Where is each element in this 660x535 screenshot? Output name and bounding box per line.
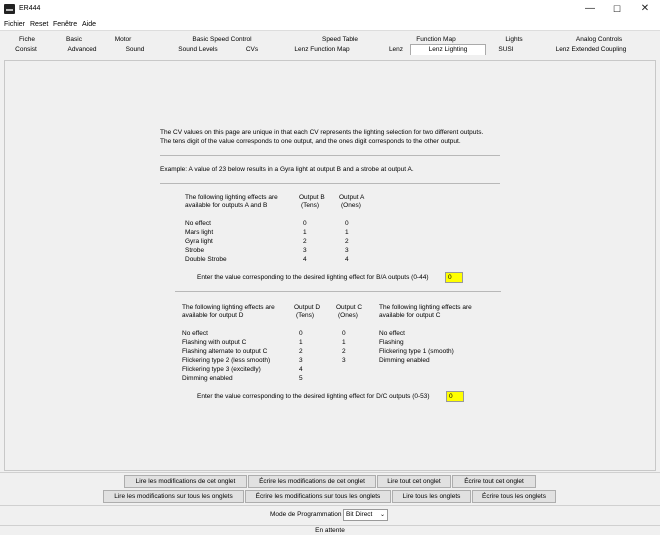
window-title: ER444 <box>19 5 41 12</box>
dc-right-desc-2: available for output C <box>379 312 441 319</box>
dc-row-c: 3 <box>342 357 346 364</box>
tab-row-2 <box>0 45 660 55</box>
dc-row-label: No effect <box>182 330 208 337</box>
write-all-tabs-changes-button[interactable]: Écrire les modifications sur tous les onglets <box>245 490 391 503</box>
dc-row-d: 4 <box>299 366 303 373</box>
ab-row-label: Mars light <box>185 229 214 236</box>
prog-mode-separator <box>0 505 660 506</box>
ab-row-a: 1 <box>345 229 349 236</box>
title-bar <box>0 0 660 18</box>
read-all-tabs-changes-button[interactable]: Lire les modifications sur tous les onglets <box>103 490 244 503</box>
ab-row-b: 1 <box>303 229 307 236</box>
ab-row-a: 3 <box>345 247 349 254</box>
dc-right-row: Flashing <box>379 339 404 346</box>
tab-speed-table[interactable]: Speed Table <box>321 36 359 43</box>
ab-row-a: 0 <box>345 220 349 227</box>
dc-value-input[interactable]: 0 <box>446 391 464 402</box>
ab-col-b-sub: (Tens) <box>301 202 320 209</box>
ab-desc-1: The following lighting effects are <box>185 194 278 201</box>
tab-susi[interactable]: SUSI <box>498 46 514 53</box>
menu-fenetre[interactable]: Fenêtre <box>53 21 78 28</box>
ab-row-label: Gyra light <box>185 238 213 245</box>
tab-basic-speed-control[interactable]: Basic Speed Control <box>192 36 252 43</box>
dc-right-row: Flickering type 1 (smooth) <box>379 348 454 355</box>
dc-row-d: 2 <box>299 348 303 355</box>
dc-row-label: Flashing alternate to output C <box>182 348 268 355</box>
ab-col-a-header: Output A <box>339 194 365 201</box>
divider-2 <box>160 183 500 184</box>
read-tab-changes-button[interactable]: Lire les modifications de cet onglet <box>124 475 247 488</box>
ab-desc-2: available for outputs A and B <box>185 202 268 209</box>
dc-right-row: Dimming enabled <box>379 357 430 364</box>
tab-advanced[interactable]: Advanced <box>67 46 97 53</box>
tab-sound-levels[interactable]: Sound Levels <box>178 46 218 53</box>
tab-sound[interactable]: Sound <box>125 46 145 53</box>
ab-row-label: Double Strobe <box>185 256 227 263</box>
tab-lenz[interactable]: Lenz <box>388 46 404 53</box>
app-icon <box>4 4 15 14</box>
menu-aide[interactable]: Aide <box>82 21 97 28</box>
dc-desc-1: The following lighting effects are <box>182 304 275 311</box>
intro-line-1: The CV values on this page are unique in that each CV represents the lighting selection for two different outputs. <box>160 129 484 136</box>
dc-row-label: Flashing with output C <box>182 339 247 346</box>
ba-value-input[interactable]: 0 <box>445 272 463 283</box>
ab-row-label: No effect <box>185 220 211 227</box>
tab-basic[interactable]: Basic <box>66 36 82 43</box>
tab-lenz-extended-coupling[interactable]: Lenz Extended Coupling <box>555 46 627 53</box>
dc-row-label: Flickering type 2 (less smooth) <box>182 357 271 364</box>
dc-row-d: 5 <box>299 375 303 382</box>
tab-motor[interactable]: Motor <box>114 36 132 43</box>
ab-col-a-sub: (Ones) <box>341 202 361 209</box>
dc-row-label: Flickering type 3 (excitedly) <box>182 366 261 373</box>
tab-lights[interactable]: Lights <box>505 36 523 43</box>
dc-row-c: 2 <box>342 348 346 355</box>
read-all-tabs-button[interactable]: Lire tous les onglets <box>392 490 471 503</box>
dc-prompt: Enter the value corresponding to the desired lighting effect for D/C outputs (0-53) <box>197 393 430 400</box>
ab-row-label: Strobe <box>185 247 205 254</box>
minimize-icon[interactable]: — <box>585 3 595 14</box>
dc-row-d: 1 <box>299 339 303 346</box>
dc-row-c: 1 <box>342 339 346 346</box>
tab-analog-controls[interactable]: Analog Controls <box>575 36 623 43</box>
dc-col-d-header: Output D <box>294 304 321 311</box>
lenz-lighting-panel <box>4 60 656 471</box>
divider-1 <box>160 155 500 156</box>
tab-cvs[interactable]: CVs <box>245 46 259 53</box>
button-area-separator <box>0 472 660 473</box>
dc-col-c-header: Output C <box>336 304 363 311</box>
intro-line-2: The tens digit of the value corresponds to one output, and the ones digit corresponds to the other output. <box>160 138 461 145</box>
prog-mode-select[interactable] <box>343 509 388 521</box>
ab-row-a: 4 <box>345 256 349 263</box>
ab-prompt: Enter the value corresponding to the desired lighting effect for B/A outputs (0-44) <box>197 274 429 281</box>
ab-row-a: 2 <box>345 238 349 245</box>
menu-bar <box>0 18 660 31</box>
dc-col-d-sub: (Tens) <box>296 312 315 319</box>
ab-row-b: 3 <box>303 247 307 254</box>
status-bar: En attente <box>0 525 660 535</box>
tab-fiche[interactable]: Fiche <box>19 36 35 43</box>
dc-row-d: 3 <box>299 357 303 364</box>
dc-desc-2: available for output D <box>182 312 244 319</box>
ab-row-b: 0 <box>303 220 307 227</box>
menu-reset[interactable]: Reset <box>30 21 49 28</box>
dc-right-desc-1: The following lighting effects are <box>379 304 472 311</box>
prog-mode-value: Bit Direct <box>346 511 373 518</box>
tab-function-map[interactable]: Function Map <box>416 36 456 43</box>
tab-lenz-lighting[interactable]: Lenz Lighting <box>410 44 486 55</box>
maximize-icon[interactable]: ☐ <box>612 4 622 14</box>
chevron-down-icon: ⌄ <box>379 512 385 518</box>
dc-right-row: No effect <box>379 330 405 337</box>
dc-row-label: Dimming enabled <box>182 375 233 382</box>
close-icon[interactable]: ✕ <box>640 3 650 14</box>
dc-col-c-sub: (Ones) <box>338 312 358 319</box>
dc-row-c: 0 <box>342 330 346 337</box>
write-all-tabs-button[interactable]: Écrire tous les onglets <box>472 490 556 503</box>
tab-consist[interactable]: Consist <box>15 46 37 53</box>
write-tab-all-button[interactable]: Écrire tout cet onglet <box>452 475 536 488</box>
ab-row-b: 2 <box>303 238 307 245</box>
tab-row-1 <box>0 35 660 45</box>
prog-mode-label: Mode de Programmation <box>270 511 342 518</box>
dc-row-d: 0 <box>299 330 303 337</box>
tab-lenz-function-map[interactable]: Lenz Function Map <box>294 46 350 53</box>
ab-row-b: 4 <box>303 256 307 263</box>
write-tab-changes-button[interactable]: Écrire les modifications de cet onglet <box>248 475 376 488</box>
ab-col-b-header: Output B <box>299 194 325 201</box>
example-text: Example: A value of 23 below results in a Gyra light at output B and a strobe at output A. <box>160 166 414 173</box>
menu-fichier[interactable]: Fichier <box>4 21 26 28</box>
divider-3 <box>175 291 501 292</box>
read-tab-all-button[interactable]: Lire tout cet onglet <box>377 475 451 488</box>
